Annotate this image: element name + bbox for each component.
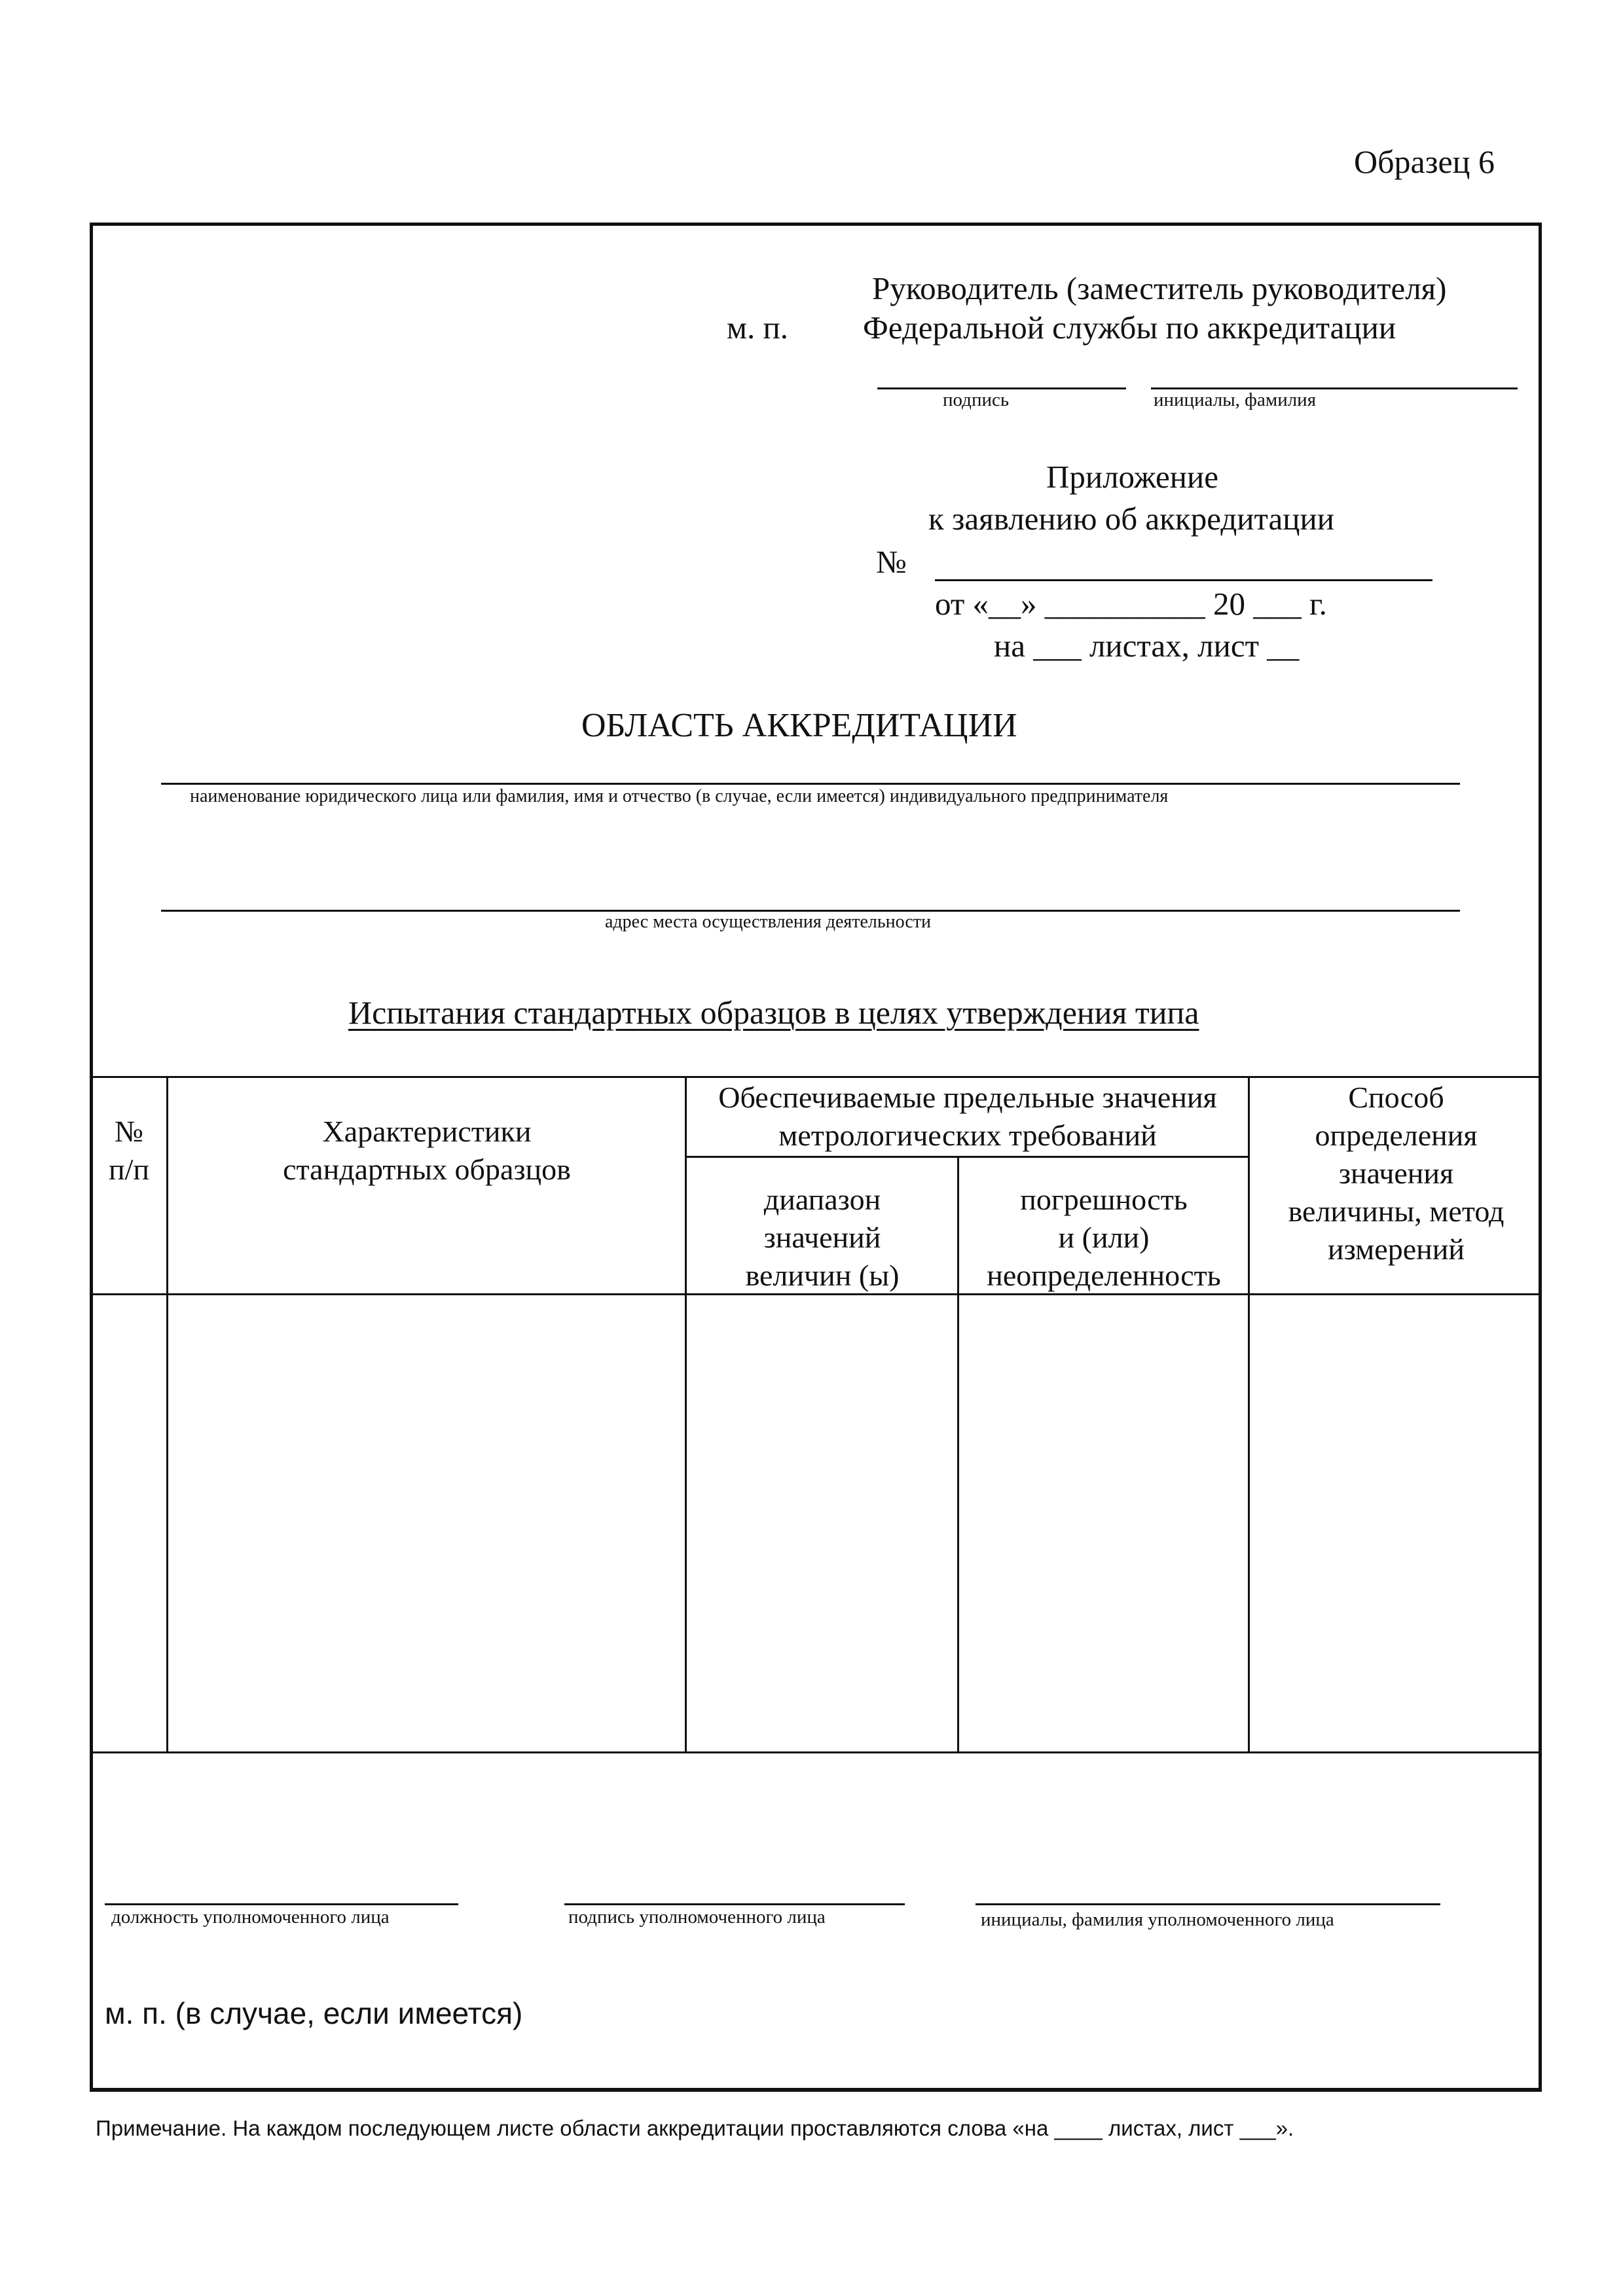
appendix-subtitle: к заявлению об аккредитации [928, 501, 1334, 537]
group-header-divider [685, 1156, 1249, 1158]
authorized-name-line [976, 1903, 1440, 1905]
section-subtitle: Испытания стандартных образцов в целях утверждения типа [348, 994, 1199, 1031]
application-date: от «__» __________ 20 ___ г. [935, 586, 1327, 622]
header-range-text: диапазон значений величин (ы) [745, 1183, 900, 1292]
header-error-text: погрешность и (или) неопределенность [987, 1183, 1221, 1292]
address-caption: адрес места осуществления деятельности [605, 912, 931, 932]
appendix-title: Приложение [1046, 459, 1218, 495]
document-title: ОБЛАСТЬ АККРЕДИТАЦИИ [581, 707, 1017, 744]
header-group-text: Обеспечиваемые предельные значения метрологических требований [718, 1081, 1217, 1152]
authority-line-1: Руководитель (заместитель руководителя) [872, 270, 1447, 306]
table-bottom-border [90, 1751, 1542, 1753]
organization-line [161, 783, 1460, 785]
col-divider-4 [1248, 1076, 1250, 1751]
name-caption: инициалы, фамилия [1154, 389, 1317, 410]
signature-caption: подпись [943, 389, 1010, 410]
header-range [687, 1181, 957, 1295]
header-row-number [92, 1113, 166, 1189]
sheets-info: на ___ листах, лист __ [994, 628, 1300, 664]
table-top-border [90, 1076, 1542, 1078]
position-caption: должность уполномоченного лица [111, 1907, 390, 1928]
col-divider-1 [166, 1076, 168, 1751]
header-characteristics-text: Характеристики стандартных образцов [283, 1115, 571, 1186]
authority-line-2: Федеральной службы по аккредитации [863, 310, 1396, 346]
header-group [687, 1079, 1248, 1155]
application-number-label: № [876, 544, 907, 580]
organization-caption: наименование юридического лица или фамилия, имя и отчество (в случае, если имеется) индивидуального предпринимателя [190, 786, 1169, 806]
header-characteristics [169, 1113, 685, 1189]
header-method [1250, 1079, 1542, 1268]
authorized-signature-caption: подпись уполномоченного лица [568, 1907, 826, 1928]
stamp-place-label: м. п. [727, 310, 788, 346]
authorized-name-caption: инициалы, фамилия уполномоченного лица [981, 1909, 1334, 1930]
application-number-line [935, 579, 1432, 581]
header-error [960, 1181, 1248, 1295]
header-row-number-text: № п/п [108, 1115, 149, 1186]
stamp-note: м. п. (в случае, если имеется) [105, 1996, 523, 2030]
authorized-signature-line [564, 1903, 905, 1905]
footnote: Примечание. На каждом последующем листе области аккредитации проставляются слова «на ____ листах, лист ___». [96, 2116, 1294, 2140]
position-line [105, 1903, 458, 1905]
sample-label: Образец 6 [1354, 143, 1495, 180]
table-row[interactable] [169, 1296, 1247, 1750]
header-method-text: Способ определения значения величины, метод измерений [1288, 1081, 1504, 1266]
